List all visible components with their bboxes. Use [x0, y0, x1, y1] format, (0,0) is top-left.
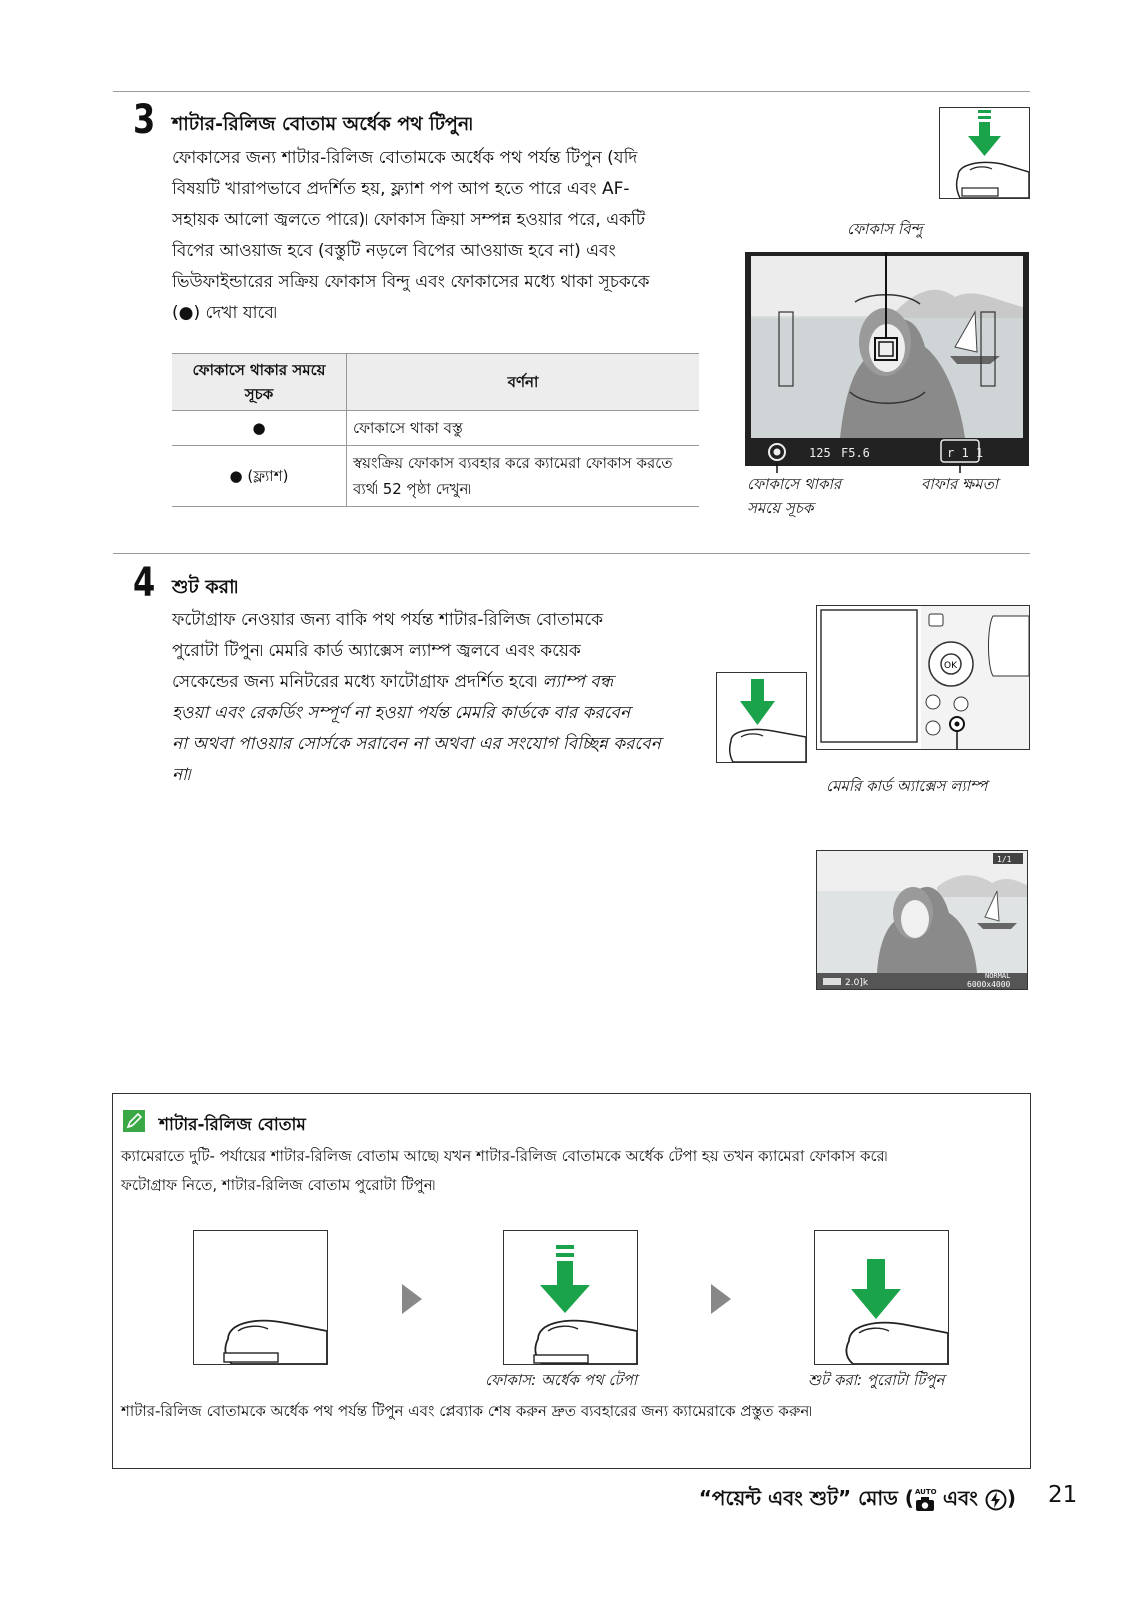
focus-indicator-table — [172, 353, 699, 507]
table-header-description: বর্ণনা — [347, 354, 700, 411]
viewfinder-illustration — [745, 252, 1029, 466]
caption-buffer-capacity: বাফার ক্ষমতা — [921, 475, 999, 493]
footer-end-text: ) — [1006, 1486, 1016, 1510]
middle-rule — [113, 553, 1030, 554]
caption-full-press: শুট করা: পুরোটা টিপুন — [808, 1371, 945, 1389]
page-number: 21 — [1048, 1482, 1078, 1508]
step-4-italic: ল্যাম্প বন্ধ — [542, 672, 614, 692]
table-cell: ● — [172, 411, 347, 446]
arrow-right-icon — [402, 1284, 422, 1314]
step-3-line: (●) দেখা যাবে৷ — [172, 303, 277, 323]
note-body — [121, 1142, 1021, 1200]
table-cell: স্বয়ংক্রিয় ফোকাস ব্যবহার করে ক্যামেরা ফোকাস করতে ব্যর্থ৷ 52 পৃষ্ঠা দেখুন৷ — [347, 446, 700, 507]
step-3-line: ভিউফাইন্ডারের সক্রিয় ফোকাস বিন্দু এবং ফোকাসের মধ্যে থাকা সূচককে — [172, 272, 650, 292]
table-header-indicator: ফোকাসে থাকার সময়ে সূচক — [172, 354, 347, 411]
note-bottom-line: শাটার-রিলিজ বোতামকে অর্ধেক পথ পর্যন্ত টিপুন এবং প্লেব্যাক শেষ করুন দ্রুত ব্যবহারের জন্য ক্যামেরাকে প্রস্তুত করুন৷ — [121, 1402, 812, 1420]
step-3-number: 3 — [133, 97, 156, 143]
footer-title-text: “পয়েন্ট এবং শুট” মোড ( — [698, 1486, 914, 1510]
full-press-finger-icon — [717, 673, 806, 762]
step-4-paragraph — [172, 605, 717, 791]
footer-and-text: এবং — [942, 1486, 978, 1510]
camera-back-drawing — [817, 606, 1029, 749]
step-4-italic: না অথবা পাওয়ার সোর্সকে সরাবেন না অথবা এর সংযোগ বিচ্ছিন্ন করবেন — [172, 734, 661, 754]
auto-mark: AUTO — [914, 1487, 937, 1496]
note-line: ক্যামেরাতে দুটি- পর্যায়ের শাটার-রিলিজ বোতাম আছে৷ যখন শাটার-রিলিজ বোতামকে অর্ধেক টেপা হয় তখন ক্যামেরা ফোকাস করে৷ — [121, 1147, 888, 1165]
note-title: শাটার-রিলিজ বোতাম — [159, 1115, 306, 1135]
finger-half-press-illustration — [503, 1230, 638, 1365]
arrow-right-icon — [711, 1284, 731, 1314]
step-4-line — [172, 760, 717, 791]
step-3-title: শাটার-রিলিজ বোতাম অর্ধেক পথ টিপুন৷ — [172, 113, 473, 135]
viewfinder-buffer: r 1 1 — [947, 446, 984, 460]
step-3-line: সহায়ক আলো জ্বলতে পারে)৷ ফোকাস ক্রিয়া সম্পন্ন হওয়ার পরে, একটি — [172, 210, 646, 230]
viewfinder-aperture: F5.6 — [841, 446, 870, 460]
caption-focus-point: ফোকাস বিন্দু — [847, 220, 923, 238]
step-4-number: 4 — [133, 560, 156, 606]
viewfinder-scene — [745, 252, 1029, 466]
table-header-row — [172, 354, 699, 411]
svg-text:OK: OK — [944, 661, 957, 671]
camera-back-illustration — [816, 605, 1030, 750]
caption-memory-card-lamp: মেমরি কার্ড অ্যাক্সেস ল্যাম্প — [826, 777, 988, 795]
table-cell: ফোকাসে থাকা বস্তু — [347, 411, 700, 446]
step-4-line — [172, 698, 717, 729]
half-press-illustration — [939, 107, 1030, 199]
step-4-line: ফটোগ্রাফ নেওয়ার জন্য বাকি পথ পর্যন্ত শাটার-রিলিজ বোতামকে — [172, 610, 604, 630]
caption-half-press: ফোকাস: অর্ধেক পথ টেপা — [485, 1371, 638, 1389]
viewfinder-shutter: 125 — [809, 446, 831, 460]
finger-half-press-icon — [504, 1231, 637, 1364]
step-4-italic: না৷ — [172, 765, 190, 785]
step-4-line — [172, 667, 717, 698]
caption-line: সময়ে সূচক — [747, 499, 814, 517]
finger-rest-illustration — [193, 1230, 328, 1365]
table-cell: ● (ফ্ল্যাশ) — [172, 446, 347, 507]
step-4-line — [172, 729, 717, 760]
top-rule — [113, 91, 1030, 92]
monitor-counter: 1/1 — [997, 855, 1012, 864]
note-line: ফটোগ্রাফ নিতে, শাটার-রিলিজ বোতাম পুরোটা টিপুন৷ — [121, 1176, 436, 1194]
table-row — [172, 446, 699, 507]
step-3-line: বিপের আওয়াজ হবে (বস্তুটি নড়লে বিপের আওয়াজ হবে না) এবং — [172, 241, 616, 261]
monitor-size: 6000x4000 — [967, 980, 1011, 989]
full-press-illustration — [716, 672, 807, 763]
auto-mode-icon — [914, 1488, 936, 1512]
monitor-shots: 2.0]k — [845, 978, 869, 988]
step-4-italic: হওয়া এবং রেকর্ডিং সম্পূর্ণ না হওয়া পর্যন্ত মেমরি কার্ডকে বার করবেন — [172, 703, 631, 723]
half-press-finger-icon — [940, 108, 1029, 198]
shutter-release-note — [112, 1093, 1031, 1469]
monitor-quality: NORMAL — [985, 972, 1011, 980]
finger-rest-icon — [194, 1231, 327, 1364]
finger-full-press-illustration — [814, 1230, 949, 1365]
flash-off-icon — [985, 1489, 1007, 1511]
step-3-paragraph — [172, 143, 732, 329]
table-row — [172, 411, 699, 446]
step-4-title: শুট করা৷ — [172, 576, 238, 598]
caption-line: ফোকাসে থাকার — [747, 475, 842, 493]
step-3-line: বিষয়টি খারাপভাবে প্রদর্শিত হয়, ফ্ল্যাশ পপ আপ হতে পারে এবং AF- — [172, 179, 630, 199]
footer-mode-title — [699, 1484, 1016, 1517]
note-pencil-icon — [123, 1110, 145, 1132]
monitor-playback-illustration — [816, 850, 1028, 990]
caption-focus-indicator — [747, 472, 841, 520]
camera-icon — [916, 1497, 934, 1511]
monitor-scene — [817, 851, 1027, 989]
step-4-line: পুরোটা টিপুন৷ মেমরি কার্ড অ্যাক্সেস ল্যাম্প জ্বলবে এবং কয়েক — [172, 641, 581, 661]
step-4-text: সেকেন্ডের জন্য মনিটরের মধ্যে ফাটোগ্রাফ প্রদর্শিত হবে৷ — [172, 672, 538, 692]
step-3-line: ফোকাসের জন্য শাটার-রিলিজ বোতামকে অর্ধেক পথ পর্যন্ত টিপুন (যদি — [172, 148, 638, 168]
finger-full-press-icon — [815, 1231, 948, 1364]
